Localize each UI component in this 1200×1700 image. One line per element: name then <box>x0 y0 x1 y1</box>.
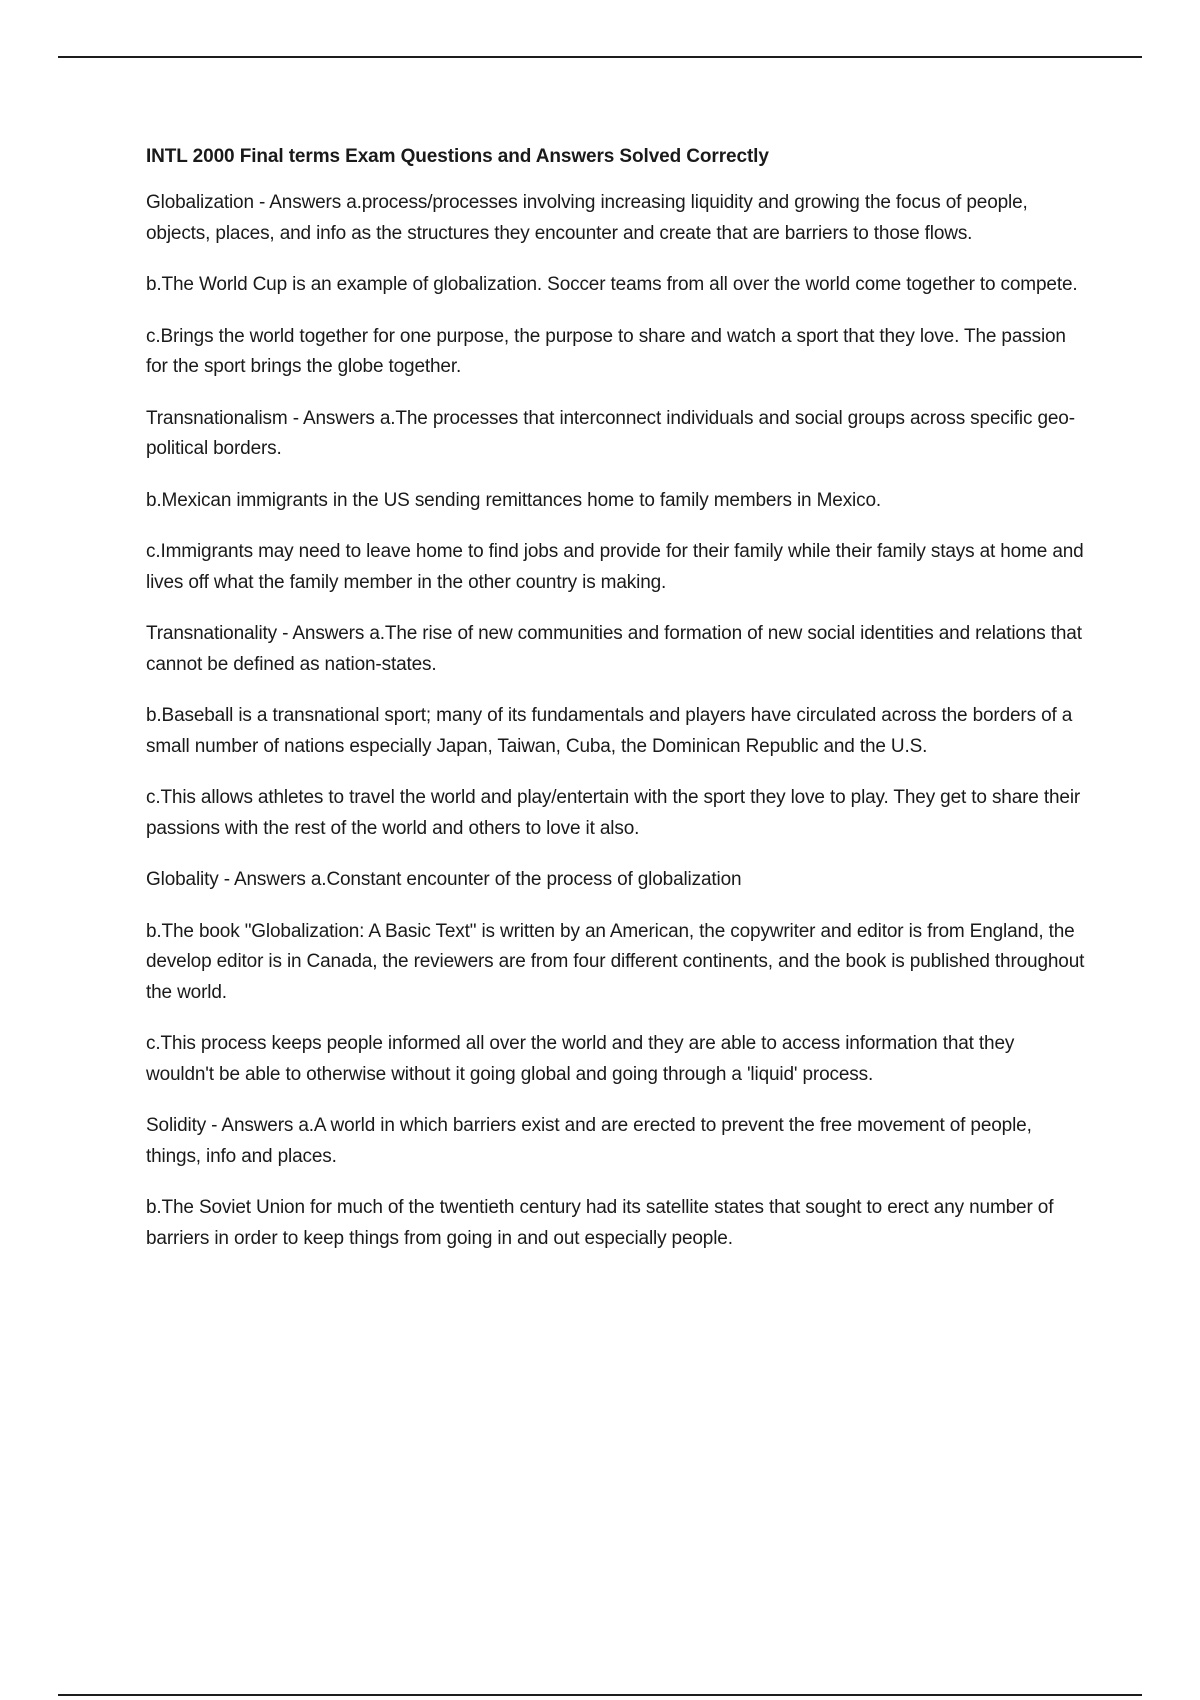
paragraph-globalization-b: b.The World Cup is an example of globalization. Soccer teams from all over the world come together to compete. <box>146 274 1078 295</box>
paragraph-transnationalism-a: Transnationalism - Answers a.The processes that interconnect individuals and social groups across specific geo-political borders. <box>146 407 1075 459</box>
paragraph-globality-b: b.The book "Globalization: A Basic Text" is written by an American, the copywriter and editor is from England, the develop editor is in Canada, the reviewers are from four different continents, and the book is published throughout the world. <box>146 920 1085 1003</box>
paragraph-transnationality-a: Transnationality - Answers a.The rise of new communities and formation of new social identities and relations that cannot be defined as nation-states. <box>146 623 1082 675</box>
paragraph-globality-c: c.This process keeps people informed all over the world and they are able to access information that they wouldn't be able to otherwise without it going global and going through a 'liquid' process. <box>146 1033 1015 1085</box>
document-body <box>146 142 1086 1275</box>
paragraph-solidity-a: Solidity - Answers a.A world in which barriers exist and are erected to prevent the free movement of people, things, info and places. <box>146 1115 1032 1167</box>
document-title: INTL 2000 Final terms Exam Questions and Answers Solved Correctly <box>146 146 769 167</box>
paragraph-globalization-a: Globalization - Answers a.process/processes involving increasing liquidity and growing the focus of people, objects, places, and info as the structures they encounter and create that are barriers to those flows. <box>146 192 1028 244</box>
paragraph-transnationality-b: b.Baseball is a transnational sport; many of its fundamentals and players have circulated across the borders of a small number of nations especially Japan, Taiwan, Cuba, the Dominican Republic and the U.S. <box>146 705 1073 757</box>
paragraph-transnationality-c: c.This allows athletes to travel the world and play/entertain with the sport they love to play. They get to share their passions with the rest of the world and others to love it also. <box>146 787 1081 839</box>
footer-rule <box>58 1694 1142 1696</box>
paragraph-globality-a: Globality - Answers a.Constant encounter of the process of globalization <box>146 869 742 890</box>
paragraph-solidity-b: b.The Soviet Union for much of the twentieth century had its satellite states that sought to erect any number of barriers in order to keep things from going in and out especially people. <box>146 1197 1054 1249</box>
paragraph-transnationalism-b: b.Mexican immigrants in the US sending remittances home to family members in Mexico. <box>146 489 882 511</box>
paragraph-transnationalism-c: c.Immigrants may need to leave home to find jobs and provide for their family while their family stays at home and lives off what the family member in the other country is making. <box>146 541 1084 593</box>
header-rule <box>58 56 1142 58</box>
paragraph-globalization-c: c.Brings the world together for one purpose, the purpose to share and watch a sport that they love. The passion for the sport brings the globe together. <box>146 325 1066 377</box>
